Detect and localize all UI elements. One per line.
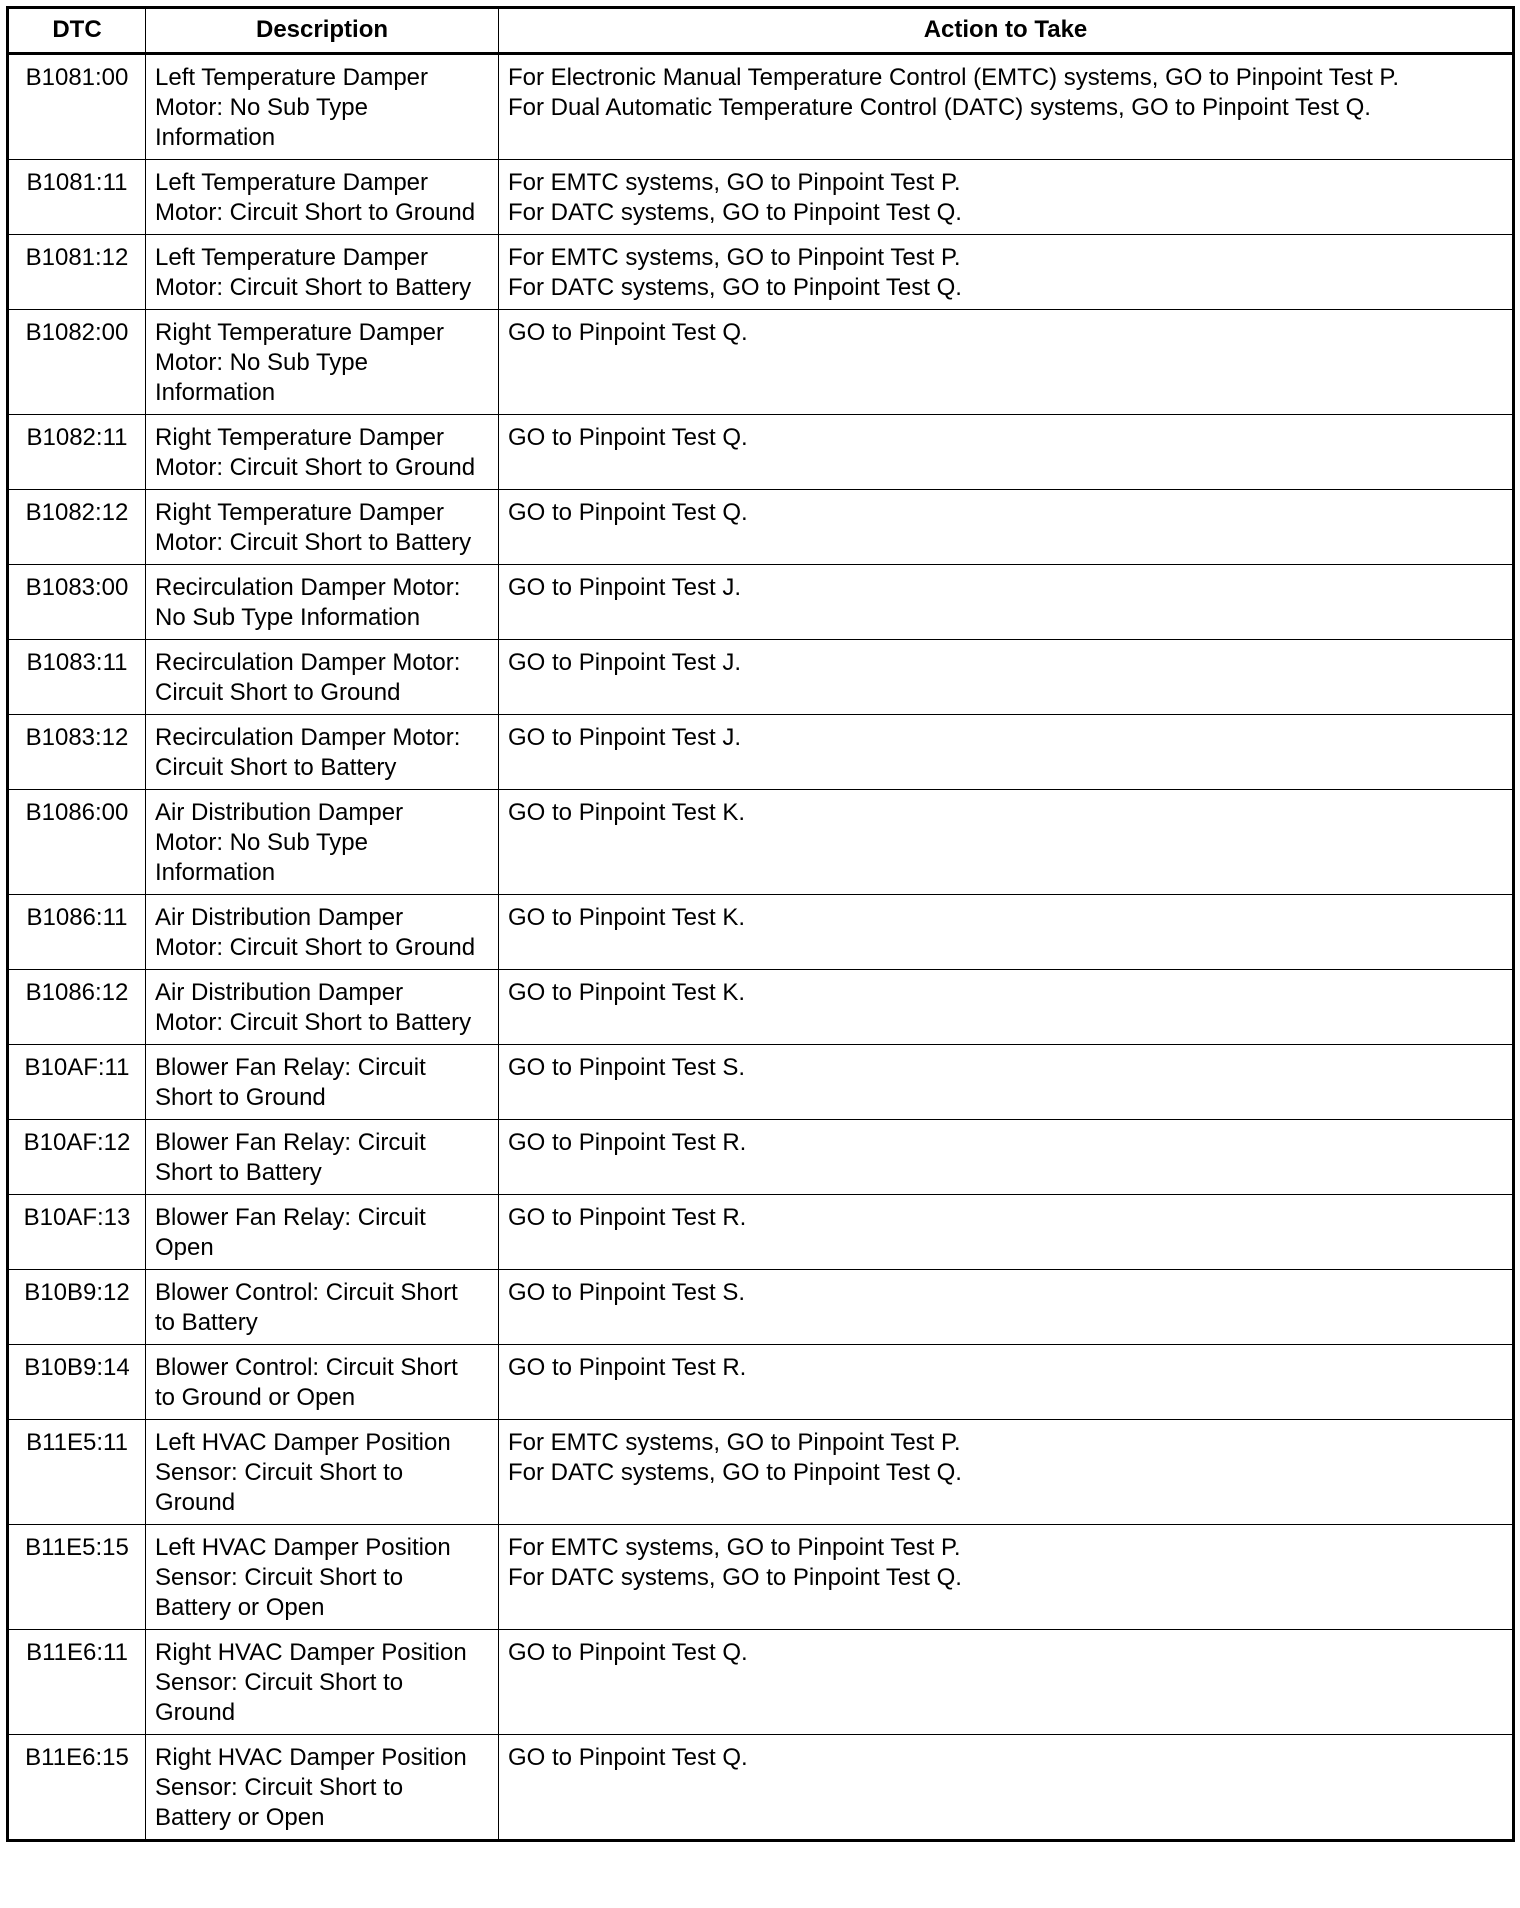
dtc-description (146, 235, 499, 310)
dtc-code: B1083:12 (8, 715, 146, 790)
action-line: For EMTC systems, GO to Pinpoint Test P. (508, 1534, 961, 1561)
description-line: Circuit Short to Battery (155, 754, 397, 781)
dtc-action (499, 490, 1514, 565)
action-line: For EMTC systems, GO to Pinpoint Test P. (508, 244, 961, 271)
action-line: GO to Pinpoint Test J. (508, 649, 742, 676)
action-line: GO to Pinpoint Test Q. (508, 1744, 748, 1771)
description-line: Sensor: Circuit Short to (155, 1774, 404, 1801)
action-line: GO to Pinpoint Test K. (508, 904, 746, 931)
table-row (8, 1345, 1514, 1420)
dtc-action (499, 1345, 1514, 1420)
dtc-description (146, 415, 499, 490)
description-line: Motor: Circuit Short to Battery (155, 1009, 472, 1036)
dtc-code: B1082:12 (8, 490, 146, 565)
action-line: For EMTC systems, GO to Pinpoint Test P. (508, 1429, 961, 1456)
table-row (8, 310, 1514, 415)
dtc-description (146, 160, 499, 235)
dtc-code: B1086:11 (8, 895, 146, 970)
dtc-action (499, 1420, 1514, 1525)
dtc-action (499, 790, 1514, 895)
header-description: Description (146, 8, 499, 54)
table-row (8, 54, 1514, 160)
description-line: Left HVAC Damper Position (155, 1429, 451, 1456)
description-line: Motor: No Sub Type (155, 829, 368, 856)
dtc-description (146, 1120, 499, 1195)
description-line: Battery or Open (155, 1804, 325, 1831)
description-line: Left HVAC Damper Position (155, 1534, 451, 1561)
table-row (8, 1270, 1514, 1345)
description-line: Motor: Circuit Short to Battery (155, 529, 472, 556)
description-line: Air Distribution Damper (155, 799, 404, 826)
dtc-description (146, 895, 499, 970)
dtc-description (146, 790, 499, 895)
dtc-description (146, 970, 499, 1045)
description-line: Circuit Short to Ground (155, 679, 401, 706)
dtc-code: B11E6:15 (8, 1735, 146, 1841)
table-row (8, 1630, 1514, 1735)
table-row (8, 1735, 1514, 1841)
description-line: Recirculation Damper Motor: (155, 574, 461, 601)
action-line: GO to Pinpoint Test R. (508, 1204, 747, 1231)
description-line: Information (155, 379, 276, 406)
description-line: Blower Control: Circuit Short (155, 1354, 458, 1381)
description-line: No Sub Type Information (155, 604, 421, 631)
dtc-description (146, 640, 499, 715)
action-line: For EMTC systems, GO to Pinpoint Test P. (508, 169, 961, 196)
action-line: For DATC systems, GO to Pinpoint Test Q. (508, 1459, 962, 1486)
action-line: GO to Pinpoint Test J. (508, 724, 742, 751)
description-line: Motor: No Sub Type (155, 94, 368, 121)
action-line: GO to Pinpoint Test Q. (508, 424, 748, 451)
action-line: GO to Pinpoint Test S. (508, 1279, 746, 1306)
description-line: Recirculation Damper Motor: (155, 649, 461, 676)
table-row (8, 490, 1514, 565)
dtc-action (499, 1045, 1514, 1120)
description-line: Blower Fan Relay: Circuit (155, 1054, 426, 1081)
description-line: Sensor: Circuit Short to (155, 1459, 404, 1486)
description-line: Motor: No Sub Type (155, 349, 368, 376)
dtc-code: B11E5:15 (8, 1525, 146, 1630)
description-line: to Battery (155, 1309, 258, 1336)
description-line: Right Temperature Damper (155, 424, 445, 451)
dtc-action (499, 1195, 1514, 1270)
description-line: Blower Fan Relay: Circuit (155, 1129, 426, 1156)
description-line: Left Temperature Damper (155, 244, 429, 271)
description-line: Motor: Circuit Short to Ground (155, 454, 476, 481)
action-line: For DATC systems, GO to Pinpoint Test Q. (508, 274, 962, 301)
dtc-description (146, 310, 499, 415)
description-line: Recirculation Damper Motor: (155, 724, 461, 751)
action-line: GO to Pinpoint Test Q. (508, 499, 748, 526)
dtc-code: B1086:12 (8, 970, 146, 1045)
action-line: For Electronic Manual Temperature Control (EMTC) systems, GO to Pinpoint Test P. (508, 64, 1399, 91)
description-line: Short to Battery (155, 1159, 322, 1186)
description-line: Information (155, 859, 276, 886)
dtc-code: B1081:11 (8, 160, 146, 235)
table-row (8, 640, 1514, 715)
header-dtc: DTC (8, 8, 146, 54)
description-line: Ground (155, 1489, 236, 1516)
dtc-description (146, 715, 499, 790)
dtc-action (499, 415, 1514, 490)
dtc-action (499, 235, 1514, 310)
table-row (8, 1120, 1514, 1195)
dtc-code: B1081:00 (8, 54, 146, 160)
dtc-code: B10AF:11 (8, 1045, 146, 1120)
action-line: GO to Pinpoint Test K. (508, 799, 746, 826)
description-line: Information (155, 124, 276, 151)
description-line: Motor: Circuit Short to Ground (155, 199, 476, 226)
description-line: Battery or Open (155, 1594, 325, 1621)
dtc-action (499, 160, 1514, 235)
description-line: Right HVAC Damper Position (155, 1639, 467, 1666)
description-line: Air Distribution Damper (155, 904, 404, 931)
dtc-description (146, 565, 499, 640)
dtc-code: B11E5:11 (8, 1420, 146, 1525)
dtc-description (146, 1345, 499, 1420)
header-row (8, 8, 1514, 54)
table-row (8, 1045, 1514, 1120)
description-line: Left Temperature Damper (155, 169, 429, 196)
description-line: Short to Ground (155, 1084, 326, 1111)
dtc-description (146, 1195, 499, 1270)
dtc-action (499, 1120, 1514, 1195)
table-row (8, 415, 1514, 490)
dtc-code: B1083:00 (8, 565, 146, 640)
description-line: Air Distribution Damper (155, 979, 404, 1006)
dtc-action (499, 565, 1514, 640)
description-line: Open (155, 1234, 214, 1261)
dtc-action (499, 1735, 1514, 1841)
dtc-description (146, 1420, 499, 1525)
dtc-code: B1082:00 (8, 310, 146, 415)
dtc-code: B1082:11 (8, 415, 146, 490)
action-line: For DATC systems, GO to Pinpoint Test Q. (508, 1564, 962, 1591)
dtc-code: B1081:12 (8, 235, 146, 310)
action-line: GO to Pinpoint Test Q. (508, 319, 748, 346)
table-body (8, 54, 1514, 1841)
dtc-action (499, 715, 1514, 790)
table-row (8, 895, 1514, 970)
dtc-code: B1083:11 (8, 640, 146, 715)
description-line: Ground (155, 1699, 236, 1726)
dtc-table (6, 6, 1515, 1842)
action-line: GO to Pinpoint Test R. (508, 1354, 747, 1381)
action-line: GO to Pinpoint Test Q. (508, 1639, 748, 1666)
dtc-action (499, 1270, 1514, 1345)
table-row (8, 790, 1514, 895)
description-line: Motor: Circuit Short to Battery (155, 274, 472, 301)
dtc-action (499, 970, 1514, 1045)
dtc-code: B11E6:11 (8, 1630, 146, 1735)
table-row (8, 235, 1514, 310)
description-line: Right HVAC Damper Position (155, 1744, 467, 1771)
dtc-description (146, 54, 499, 160)
dtc-description (146, 1270, 499, 1345)
description-line: to Ground or Open (155, 1384, 356, 1411)
dtc-action (499, 54, 1514, 160)
dtc-description (146, 1735, 499, 1841)
action-line: GO to Pinpoint Test S. (508, 1054, 746, 1081)
description-line: Right Temperature Damper (155, 319, 445, 346)
dtc-action (499, 1630, 1514, 1735)
table-row (8, 160, 1514, 235)
dtc-action (499, 640, 1514, 715)
action-line: GO to Pinpoint Test K. (508, 979, 746, 1006)
action-line: For Dual Automatic Temperature Control (DATC) systems, GO to Pinpoint Test Q. (508, 94, 1371, 121)
action-line: For DATC systems, GO to Pinpoint Test Q. (508, 199, 962, 226)
dtc-description (146, 490, 499, 565)
dtc-description (146, 1525, 499, 1630)
description-line: Motor: Circuit Short to Ground (155, 934, 476, 961)
action-line: GO to Pinpoint Test J. (508, 574, 742, 601)
header-action: Action to Take (499, 8, 1514, 54)
dtc-code: B10B9:14 (8, 1345, 146, 1420)
description-line: Blower Control: Circuit Short (155, 1279, 458, 1306)
table-header (8, 8, 1514, 54)
description-line: Sensor: Circuit Short to (155, 1564, 404, 1591)
description-line: Right Temperature Damper (155, 499, 445, 526)
description-line: Left Temperature Damper (155, 64, 429, 91)
table-row (8, 970, 1514, 1045)
dtc-code: B10AF:12 (8, 1120, 146, 1195)
table-row (8, 565, 1514, 640)
dtc-description (146, 1630, 499, 1735)
description-line: Sensor: Circuit Short to (155, 1669, 404, 1696)
dtc-action (499, 310, 1514, 415)
description-line: Blower Fan Relay: Circuit (155, 1204, 426, 1231)
dtc-action (499, 1525, 1514, 1630)
dtc-code: B1086:00 (8, 790, 146, 895)
table-row (8, 1195, 1514, 1270)
table-row (8, 1420, 1514, 1525)
dtc-description (146, 1045, 499, 1120)
dtc-code: B10B9:12 (8, 1270, 146, 1345)
dtc-action (499, 895, 1514, 970)
action-line: GO to Pinpoint Test R. (508, 1129, 747, 1156)
table-row (8, 1525, 1514, 1630)
dtc-code: B10AF:13 (8, 1195, 146, 1270)
table-row (8, 715, 1514, 790)
